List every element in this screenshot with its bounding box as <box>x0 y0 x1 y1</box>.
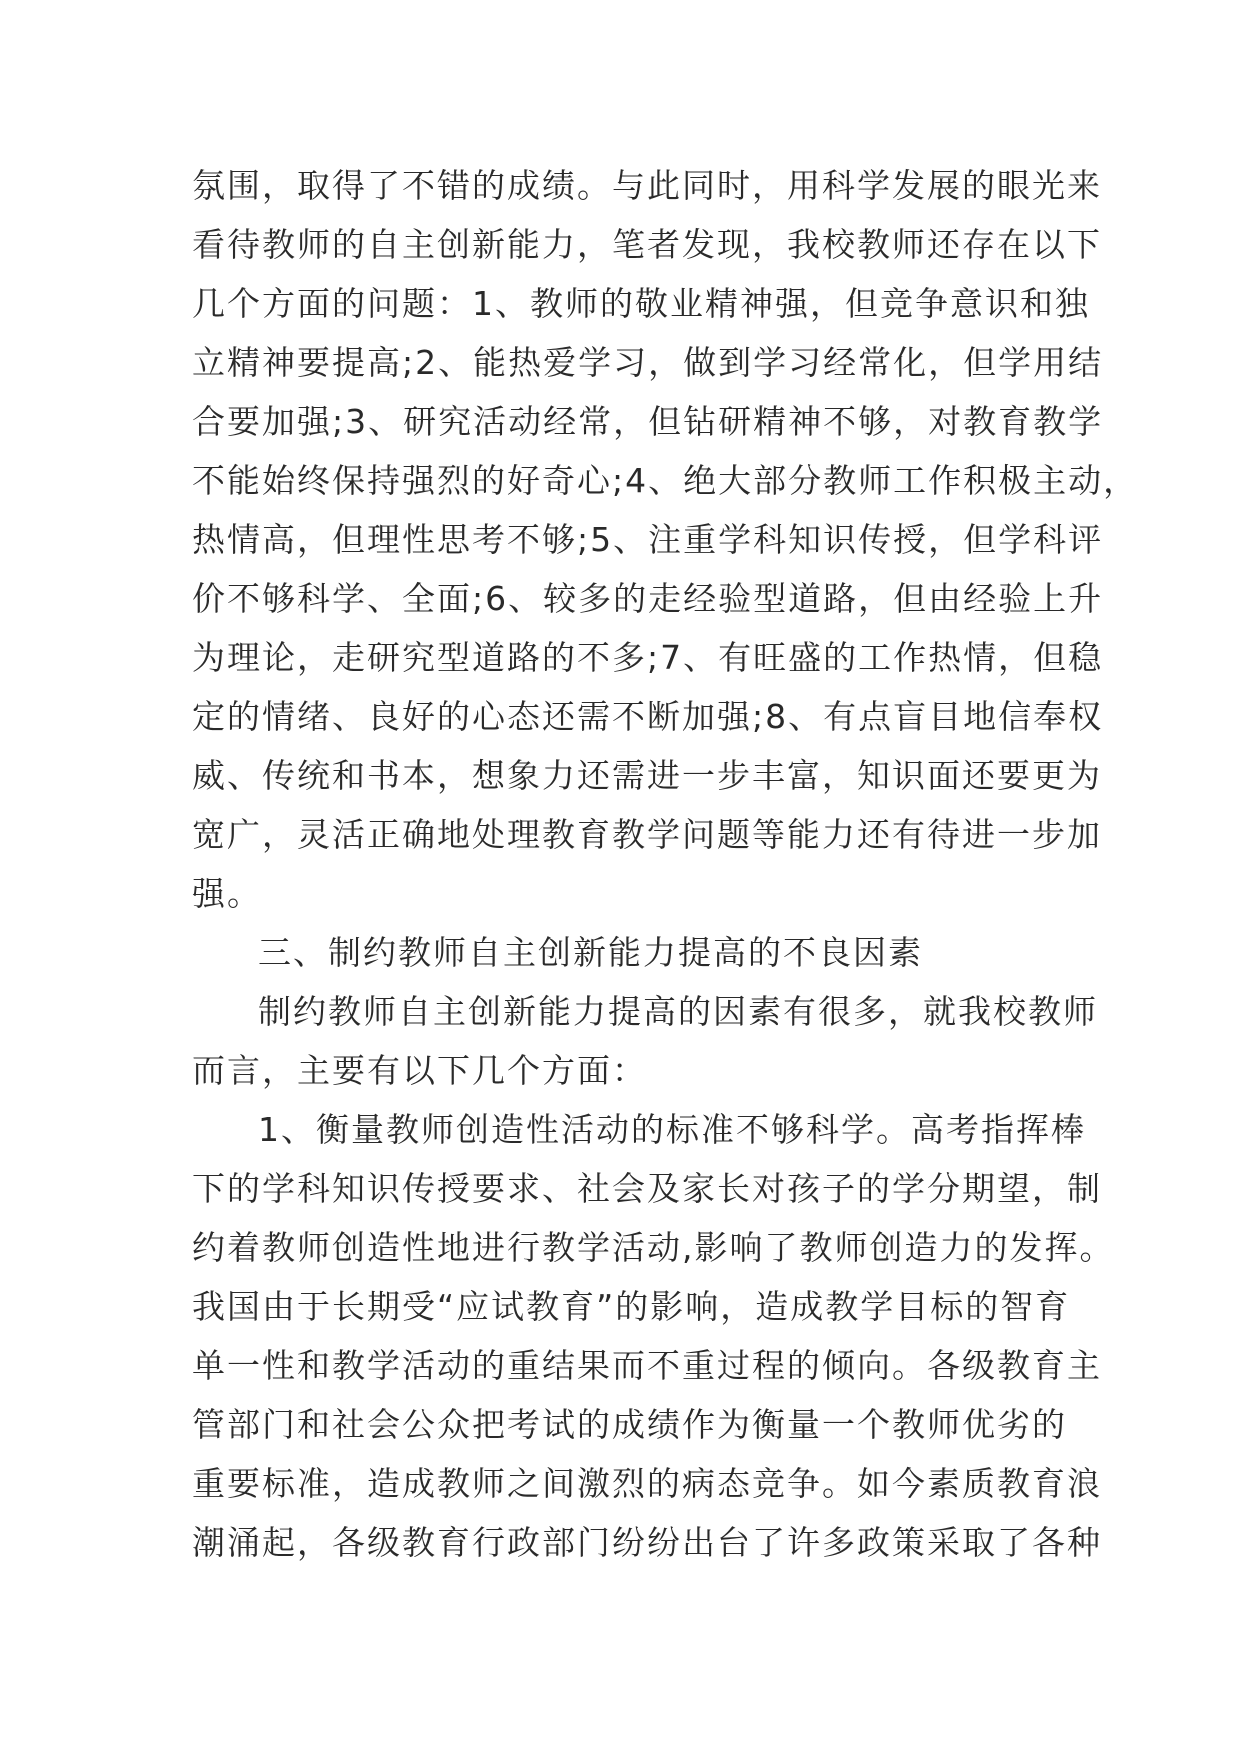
text-line: 约着教师创造性地进行教学活动,影响了教师创造力的发挥。 <box>192 1228 1115 1267</box>
text-line: 宽广，灵活正确地处理教育教学问题等能力还有待进一步加 <box>192 815 1102 854</box>
text-line: 几个方面的问题：1、教师的敬业精神强，但竞争意识和独 <box>192 284 1090 323</box>
text-line: 管部门和社会公众把考试的成绩作为衡量一个教师优劣的 <box>192 1405 1067 1444</box>
text-line: 潮涌起，各级教育行政部门纷纷出台了许多政策采取了各种 <box>192 1523 1102 1562</box>
text-line: 我国由于长期受“应试教育”的影响，造成教学目标的智育 <box>192 1287 1071 1326</box>
section-heading: 三、制约教师自主创新能力提高的不良因素 <box>258 933 923 972</box>
text-line: 看待教师的自主创新能力，笔者发现，我校教师还存在以下 <box>192 225 1102 264</box>
text-line: 单一性和教学活动的重结果而不重过程的倾向。各级教育主 <box>192 1346 1102 1385</box>
paragraph-first-line: 1、衡量教师创造性活动的标准不够科学。高考指挥棒 <box>258 1110 1086 1149</box>
paragraph-first-line: 制约教师自主创新能力提高的因素有很多，就我校教师 <box>258 992 1098 1031</box>
text-line: 为理论，走研究型道路的不多;7、有旺盛的工作热情，但稳 <box>192 638 1104 677</box>
text-line: 威、传统和书本，想象力还需进一步丰富，知识面还要更为 <box>192 756 1102 795</box>
text-line: 立精神要提高;2、能热爱学习，做到学习经常化，但学用结 <box>192 343 1104 382</box>
text-line: 价不够科学、全面;6、较多的走经验型道路，但由经验上升 <box>192 579 1104 618</box>
text-line: 而言，主要有以下几个方面： <box>192 1051 647 1090</box>
text-line: 不能始终保持强烈的好奇心;4、绝大部分教师工作积极主动， <box>192 461 1139 500</box>
text-line: 定的情绪、良好的心态还需不断加强;8、有点盲目地信奉权 <box>192 697 1104 736</box>
text-line: 强。 <box>192 874 262 913</box>
text-line: 合要加强;3、研究活动经常，但钻研精神不够，对教育教学 <box>192 402 1104 441</box>
text-line: 热情高，但理性思考不够;5、注重学科知识传授，但学科评 <box>192 520 1104 559</box>
text-line: 下的学科知识传授要求、社会及家长对孩子的学分期望，制 <box>192 1169 1102 1208</box>
text-line: 重要标准，造成教师之间激烈的病态竞争。如今素质教育浪 <box>192 1464 1102 1503</box>
body-text <box>192 156 1139 1572</box>
text-line: 氛围，取得了不错的成绩。与此同时，用科学发展的眼光来 <box>192 166 1102 205</box>
